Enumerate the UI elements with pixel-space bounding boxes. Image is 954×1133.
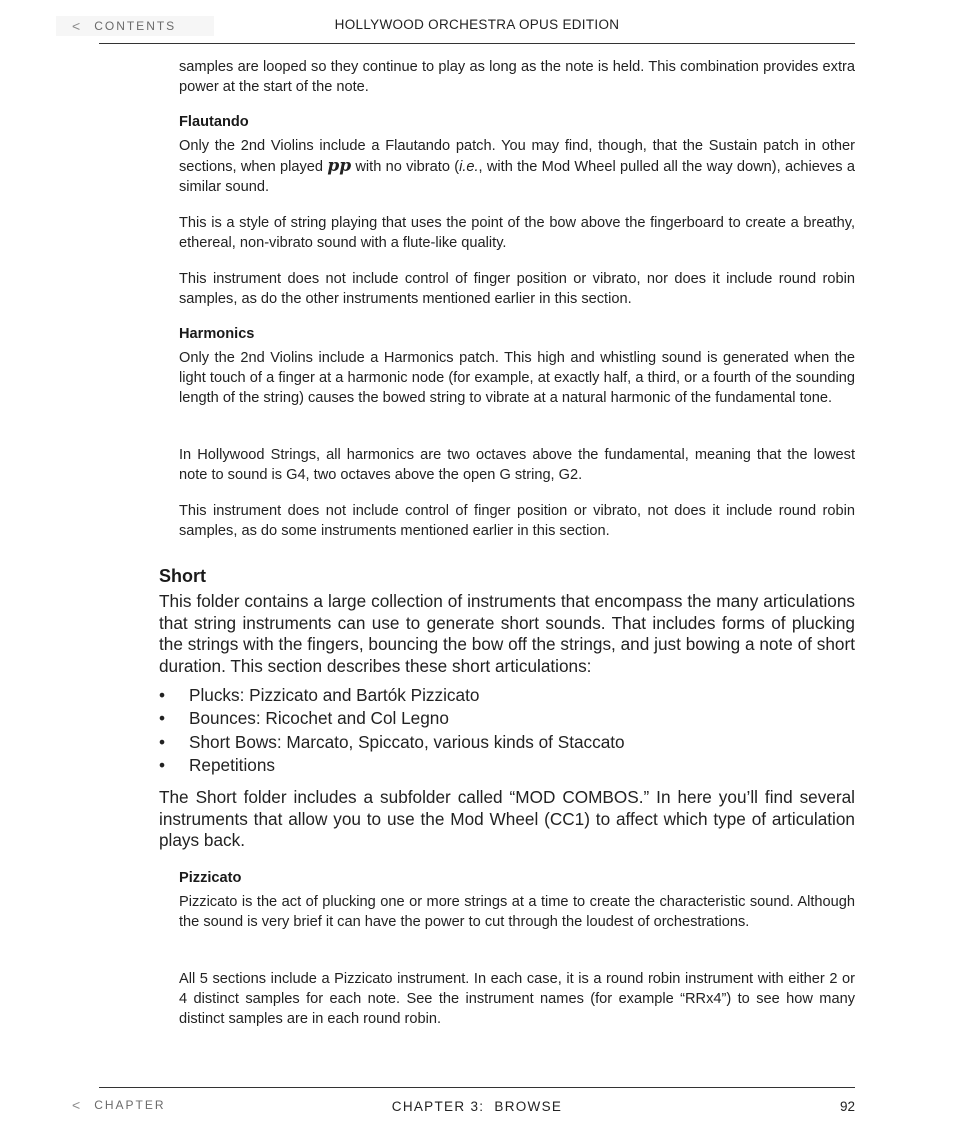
bullet-icon: • <box>159 754 166 775</box>
bullet-icon: • <box>159 731 166 752</box>
text-run: Only the 2nd Violins include a Flautando patch. You may find, though, that the Sustain patch in other sections, when played <box>179 138 855 175</box>
text-run: , with the Mod Wheel pulled all the way down), achieves a similar sound. <box>179 159 855 195</box>
list-item <box>159 755 855 778</box>
chevron-left-icon: < <box>72 18 81 34</box>
paragraph-text: This instrument does not include control of finger position or vibrato, nor does it include round robin samples, as do the other instruments mentioned earlier in this section. <box>179 271 855 307</box>
intro-paragraph <box>179 57 855 97</box>
short-paragraph-2 <box>159 787 855 852</box>
pianissimo-mark: pp <box>327 156 352 176</box>
paragraph-text: The Short folder includes a subfolder called “MOD COMBOS.” In here you’ll find several instruments that allow you to use the Mod Wheel (CC1) to affect which type of articulation plays back. <box>159 787 855 851</box>
paragraph-text: This is a style of string playing that uses the point of the bow above the fingerboard to create a breathy, ethereal, non-vibrato sound with a flute-like quality. <box>179 215 855 251</box>
list-item <box>159 708 855 731</box>
harmonics-heading: Harmonics <box>179 326 255 342</box>
list-item-text: Plucks: Pizzicato and Bartók Pizzicato <box>189 685 480 705</box>
pizzicato-paragraph-1 <box>179 892 855 932</box>
list-item <box>159 732 855 755</box>
pizzicato-paragraph-2 <box>179 969 855 1029</box>
list-item-text: Repetitions <box>189 754 275 775</box>
chapter-title: CHAPTER 3: BROWSE <box>391 1099 563 1114</box>
list-item <box>159 685 855 708</box>
paragraph-text: In Hollywood Strings, all harmonics are two octaves above the fundamental, meaning that the lowest note to sound is G4, two octaves above the open G string, G2. <box>179 447 855 483</box>
pizzicato-heading: Pizzicato <box>179 870 242 886</box>
page-number: 92 <box>839 1099 855 1114</box>
short-section-heading: Short <box>159 566 206 586</box>
paragraph-text: All 5 sections include a Pizzicato instrument. In each case, it is a round robin instrument with either 2 or 4 distinct samples for each note. See the instrument names (for example “RRx4”) to see how many distinct samples are in each round robin. <box>179 971 855 1027</box>
list-item-text: Bounces: Ricochet and Col Legno <box>189 708 449 729</box>
paragraph-text: This folder contains a large collection of instruments that encompass the many articulations that string instruments can use to generate short sounds. That includes forms of plucking the strings with the fingers, bouncing the bow off the strings, and just bowing a note of short duration. This section describes these short articulations: <box>159 591 855 677</box>
bullet-icon: • <box>159 685 166 705</box>
paragraph-text: This instrument does not include control of finger position or vibrato, not does it include round robin samples, as do some instruments mentioned earlier in this section. <box>179 503 855 539</box>
text-run: with no vibrato ( <box>351 159 460 175</box>
header-divider <box>99 43 855 44</box>
harmonics-paragraph-2 <box>179 445 855 485</box>
bullet-icon: • <box>159 708 166 729</box>
flautando-paragraph-1 <box>179 136 855 197</box>
flautando-paragraph-3 <box>179 269 855 309</box>
list-item-text: Short Bows: Marcato, Spiccato, various kinds of Staccato <box>189 731 625 752</box>
flautando-heading: Flautando <box>179 114 249 130</box>
chapter-label: CHAPTER <box>94 1098 166 1112</box>
harmonics-paragraph-3 <box>179 501 855 541</box>
short-paragraph-1 <box>159 591 855 678</box>
articulation-list <box>159 685 855 778</box>
harmonics-paragraph-1 <box>179 348 855 408</box>
contents-label: CONTENTS <box>94 19 177 33</box>
flautando-paragraph-2 <box>179 213 855 253</box>
chevron-left-icon: < <box>72 1097 81 1113</box>
paragraph-text: Pizzicato is the act of plucking one or more strings at a time to create the characteristic sound. Although the sound is very brief it can have the power to cut through the loudest of orchestrations. <box>179 894 855 930</box>
paragraph-text: samples are looped so they continue to play as long as the note is held. This combination provides extra power at the start of the note. <box>179 59 855 95</box>
document-title: HOLLYWOOD ORCHESTRA OPUS EDITION <box>334 17 620 32</box>
paragraph-text: Only the 2nd Violins include a Harmonics patch. This high and whistling sound is generated when the light touch of a finger at a harmonic node (for example, at exactly half, a third, or a fourth of the sounding length of the string) causes the bowed string to vibrate at a natural harmonic of the fundamental tone. <box>179 350 855 406</box>
italic-text: i.e. <box>459 159 479 175</box>
footer-divider <box>99 1087 855 1088</box>
